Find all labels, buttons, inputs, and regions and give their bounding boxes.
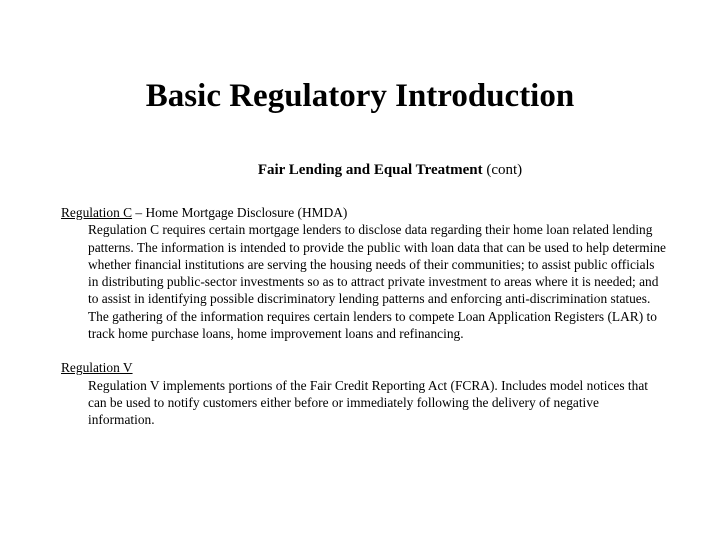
slide-title: Basic Regulatory Introduction — [145, 78, 575, 114]
section-regulation-v — [61, 359, 666, 428]
regulation-c-description: Regulation C requires certain mortgage lenders to disclose data regarding their home loan related lending patterns. The information is intended to provide the public with loan data that can be used to help determine whether financial institutions are serving the housing needs of their communities; to assist public officials in distributing public-sector investments so as to attract private investment to areas where it is needed; and to assist in identifying possible discriminatory lending patterns and enforcing anti-discrimination statues. The gathering of the information requires certain lenders to compete Loan Application Registers (LAR) to track home purchase loans, home improvement loans and refinancing. — [88, 222, 666, 342]
section-regulation-c — [61, 204, 666, 342]
subtitle-suffix: (cont) — [482, 162, 523, 178]
regulation-v-link[interactable]: Regulation V — [61, 360, 133, 376]
regulation-c-heading-rest: – Home Mortgage Disclosure (HMDA) — [132, 205, 348, 220]
regulation-c-link[interactable]: Regulation C — [61, 205, 133, 220]
slide-subtitle — [140, 160, 640, 180]
regulation-v-description: Regulation V implements portions of the Fair Credit Reporting Act (FCRA). Includes model notices that can be used to notify customers either before or immediately following the delivery of negative information. — [88, 377, 648, 428]
section-heading — [61, 359, 666, 376]
section-heading — [61, 204, 666, 221]
subtitle-main: Fair Lending and Equal Treatment — [257, 162, 483, 178]
slide-body — [61, 204, 666, 429]
